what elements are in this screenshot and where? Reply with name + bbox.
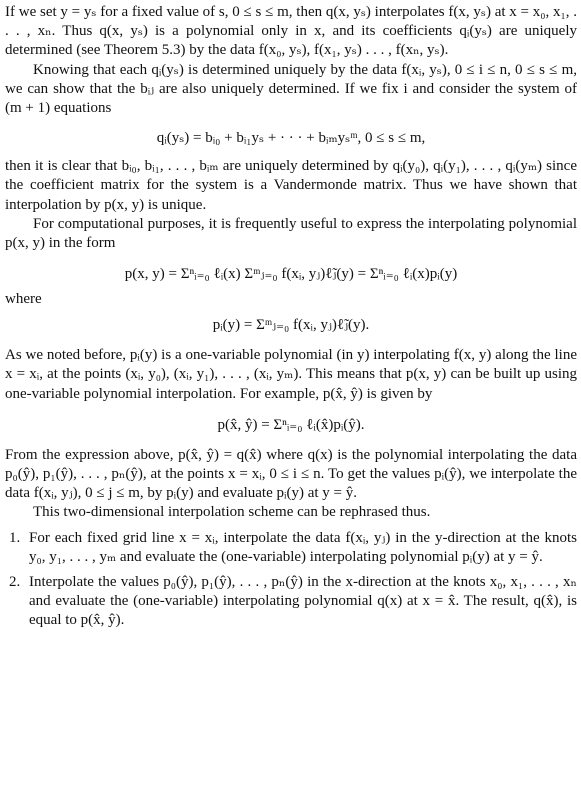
equation-4: p(x̂, ŷ) = Σⁿᵢ₌₀ ℓᵢ(x̂)pᵢ(ŷ).	[217, 416, 365, 433]
list-number: 1.	[9, 529, 21, 546]
list-item-text: For each fixed grid line x = xᵢ, interpolate the data f(xᵢ, yⱼ) in the y-direction at the knots y₀, y₁, . . . , yₘ and evaluate the (one-variable) interpolating polynomial pᵢ(y) at y = ŷ.	[29, 529, 577, 565]
equation-3: pᵢ(y) = Σᵐⱼ₌₀ f(xᵢ, yⱼ)ℓ̃ⱼ(y).	[212, 317, 370, 334]
paragraph-6: From the expression above, p(x̂, ŷ) = q(x̂) where q(x) is the polynomial interpolating the data p₀(ŷ), p₁(ŷ), . . . , pₙ(ŷ), at the points x = xᵢ, 0 ≤ i ≤ n. To get the values pᵢ(ŷ), we interpolate the data f(xᵢ, yⱼ), 0 ≤ j ≤ m, by pᵢ(y) and evaluate pᵢ(y) at y = ŷ.	[5, 446, 577, 502]
paragraph-7: This two-dimensional interpolation scheme can be rephrased thus.	[33, 504, 431, 521]
list-item-text: Interpolate the values p₀(ŷ), p₁(ŷ), . . . , pₙ(ŷ) in the x-direction at the knots x₀, x₁, . . . , xₙ and evaluate the (one-variable) interpolating polynomial q(x) at x = x̂. The result, q(x̂), is equal to p(x̂, ŷ).	[29, 574, 577, 629]
page-body	[5, 3, 577, 631]
where-label: where	[5, 291, 42, 308]
paragraph-5: As we noted before, pᵢ(y) is a one-variable polynomial (in y) interpolating f(x, y) along the line x = xᵢ, at the points (xᵢ, y₀), (xᵢ, y₁), . . . , (xᵢ, yₘ). This means that p(x, y) can be built up using one-variable polynomial interpolation. For example, p(x̂, ŷ) is given by	[5, 347, 577, 402]
equation-1: qᵢ(yₛ) = bᵢ₀ + bᵢ₁yₛ + · · · + bᵢₘyₛᵐ, 0 ≤ s ≤ m,	[156, 130, 426, 147]
paragraph-1: If we set y = yₛ for a fixed value of s, 0 ≤ s ≤ m, then q(x, yₛ) interpolates f(x, yₛ) at x = x₀, x₁, . . . , xₙ. Thus q(x, yₛ) is a polynomial only in x, and its coefficients qᵢ(yₛ) are uniquely determined (see Theorem 5.3) by the data f(x₀, yₛ), f(x₁, yₛ) . . . , f(xₙ, yₛ).	[5, 4, 577, 59]
equation-2: p(x, y) = Σⁿᵢ₌₀ ℓᵢ(x) Σᵐⱼ₌₀ f(xᵢ, yⱼ)ℓ̃ⱼ(y) = Σⁿᵢ₌₀ ℓᵢ(x)pᵢ(y)	[124, 266, 458, 283]
paragraph-3: then it is clear that bᵢ₀, bᵢ₁, . . . , bᵢₘ are uniquely determined by qᵢ(y₀), qᵢ(y₁), . . . , qᵢ(yₘ) since the coefficient matrix for the system is a Vandermonde matrix. Thus we have shown that interpolation by p(x, y) is unique.	[5, 158, 577, 213]
paragraph-2: Knowing that each qᵢ(yₛ) is determined uniquely by the data f(xᵢ, yₛ), 0 ≤ i ≤ n, 0 ≤ s ≤ m, we can show that the bᵢⱼ are also uniquely determined. If we fix i and consider the system of (m + 1) equations	[5, 61, 577, 117]
list-number: 2.	[9, 574, 21, 591]
list-item-1	[5, 529, 577, 567]
paragraph-4: For computational purposes, it is frequently useful to express the interpolating polynomial p(x, y) in the form	[5, 215, 577, 252]
list-item-2	[5, 573, 577, 631]
